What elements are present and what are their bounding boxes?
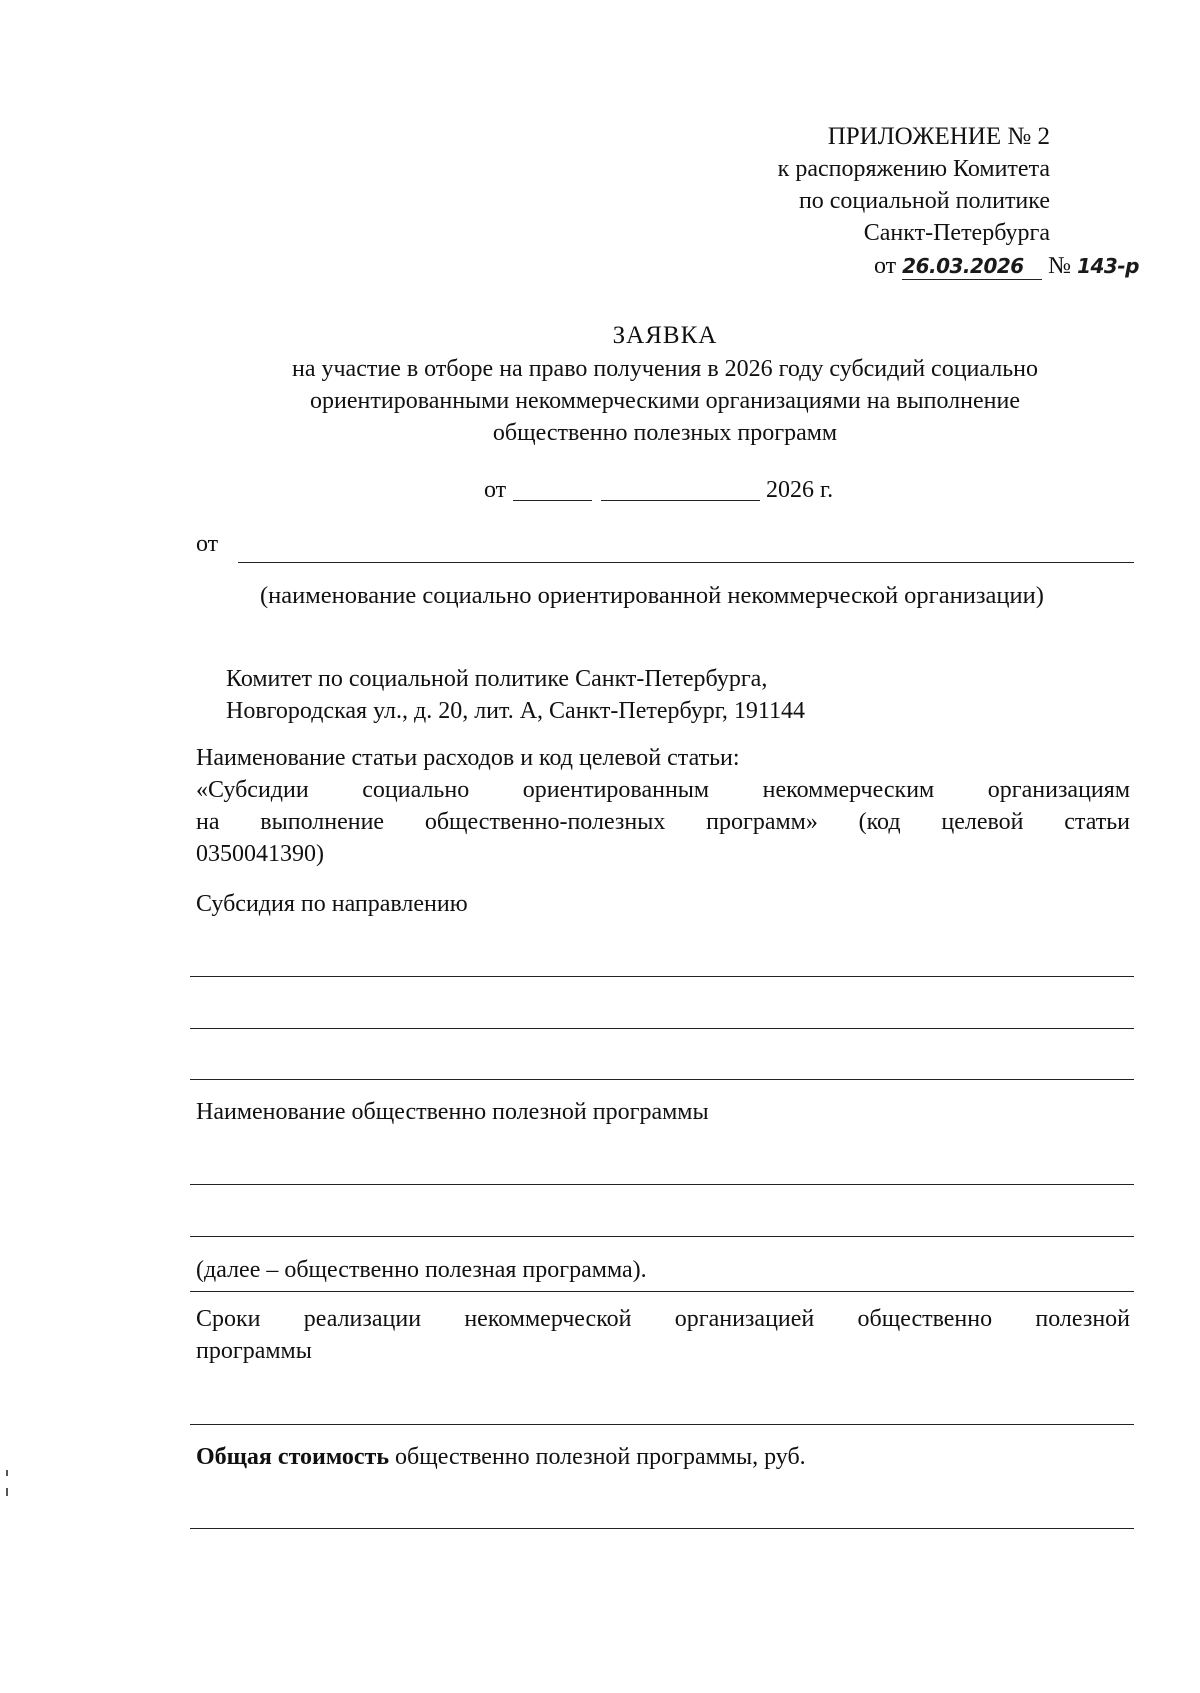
application-day-blank[interactable] xyxy=(513,500,592,501)
handwritten-number: 143-р xyxy=(1077,254,1139,278)
subsidy-direction-blank-2[interactable] xyxy=(190,1028,1134,1029)
subsidy-direction-blank-3[interactable] xyxy=(190,1079,1134,1080)
document-subtitle-line-3: общественно полезных программ xyxy=(492,420,838,446)
program-name-label: Наименование общественно полезной программы xyxy=(196,1099,709,1125)
addressee-line-1: Комитет по социальной политике Санкт-Петербурга, xyxy=(226,666,768,692)
organization-name-blank[interactable] xyxy=(238,562,1134,563)
organization-name-caption: (наименование социально ориентированной некоммерческой организации) xyxy=(260,582,1044,609)
program-name-blank-2[interactable] xyxy=(190,1236,1134,1237)
application-date-prefix: от xyxy=(484,477,507,503)
subsidy-direction-label: Субсидия по направлению xyxy=(196,891,468,917)
program-name-blank-1[interactable] xyxy=(190,1184,1134,1185)
appendix-number: ПРИЛОЖЕНИЕ № 2 xyxy=(827,123,1050,150)
appendix-city-line: Санкт-Петербурга xyxy=(863,220,1050,246)
expense-line-3: 0350041390) xyxy=(196,841,324,867)
terms-line-2: программы xyxy=(196,1338,312,1364)
expense-line-2: на выполнение общественно-полезных программ» (код целевой статьи xyxy=(196,809,1130,835)
handwritten-date: 26.03.2026 xyxy=(902,253,1042,280)
appendix-date-number xyxy=(874,250,1174,282)
appendix-committee-line: по социальной политике xyxy=(798,188,1050,214)
total-cost-label-bold: Общая стоимость xyxy=(196,1444,390,1470)
number-prefix: № xyxy=(1048,253,1072,279)
program-note: (далее – общественно полезная программа). xyxy=(196,1257,647,1283)
addressee-line-2: Новгородская ул., д. 20, лит. А, Санкт-Петербург, 191144 xyxy=(226,698,806,724)
terms-blank[interactable] xyxy=(190,1424,1134,1425)
expense-label: Наименование статьи расходов и код целевой статьи: xyxy=(196,745,740,771)
total-cost-blank[interactable] xyxy=(190,1528,1134,1529)
document-title: ЗАЯВКА xyxy=(612,322,718,349)
total-cost-label-rest: общественно полезной программы, руб. xyxy=(389,1444,806,1470)
expense-line-1: «Субсидии социально ориентированным некоммерческим организациям xyxy=(196,777,1130,803)
document-subtitle-line-1: на участие в отборе на право получения в 2026 году субсидий социально xyxy=(291,356,1039,382)
subsidy-direction-blank-1[interactable] xyxy=(190,976,1134,977)
appendix-ref-line: к распоряжению Комитета xyxy=(777,156,1050,182)
terms-line-1: Сроки реализации некоммерческой организацией общественно полезной xyxy=(196,1306,1130,1332)
document-subtitle-line-2: ориентированными некоммерческими организациями на выполнение xyxy=(310,388,1020,414)
program-note-rule xyxy=(190,1291,1134,1292)
date-prefix: от xyxy=(874,253,897,279)
from-label: от xyxy=(196,531,219,557)
scan-speck-marks xyxy=(6,1470,9,1510)
application-year: 2026 г. xyxy=(766,477,834,503)
application-month-blank[interactable] xyxy=(601,500,760,501)
total-cost-label xyxy=(196,1441,806,1473)
